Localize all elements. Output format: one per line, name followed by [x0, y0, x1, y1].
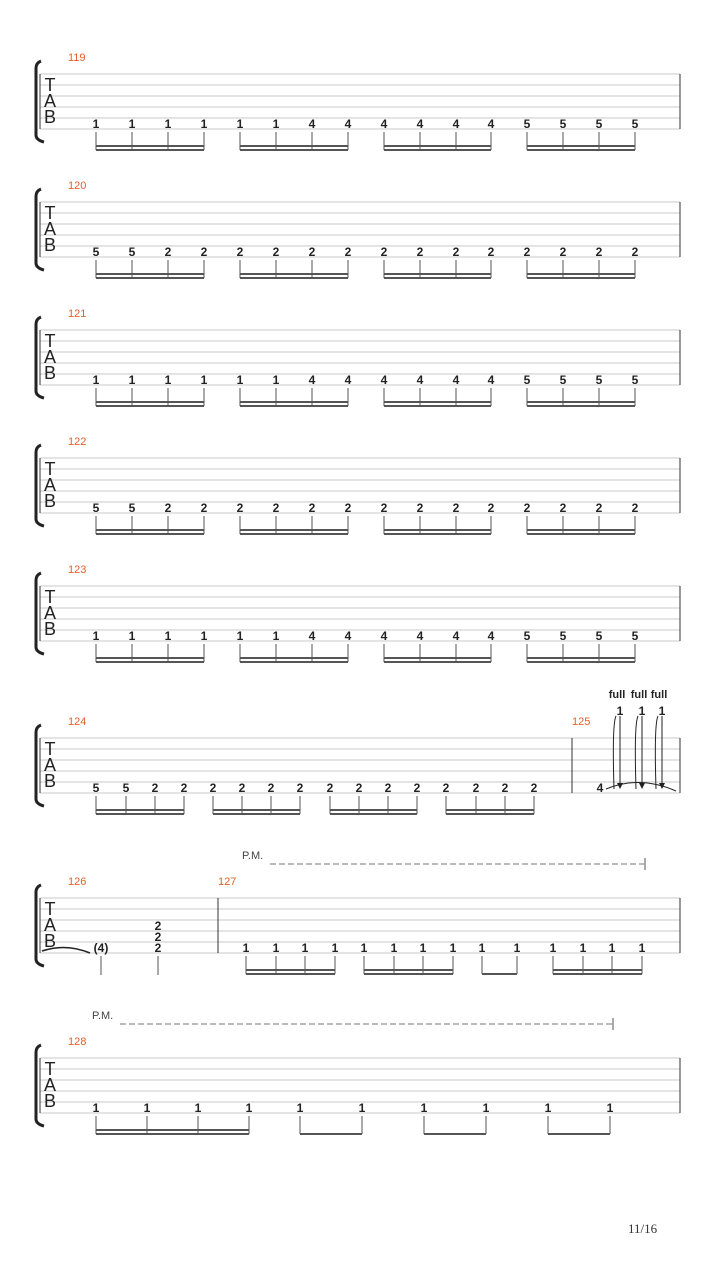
- fret-number: 2: [326, 781, 334, 795]
- fret-number: 5: [595, 373, 603, 387]
- tab-system: [36, 1010, 680, 1134]
- tab-clef-t: T: [44, 587, 56, 607]
- tab-clef-t: T: [44, 203, 56, 223]
- fret-number: 4: [452, 629, 460, 643]
- measure-number: 127: [218, 876, 237, 888]
- fret-number: 1: [296, 1101, 304, 1115]
- bend-label: full: [630, 689, 648, 701]
- fret-number: 2: [487, 501, 495, 515]
- fret-number: 1: [358, 1101, 366, 1115]
- fret-number: 2: [272, 245, 280, 259]
- fret-number: 1: [194, 1101, 202, 1115]
- measure-number: 124: [68, 716, 87, 728]
- tab-clef-a: A: [43, 347, 57, 367]
- fret-number: 1: [272, 117, 280, 131]
- fret-number: 2: [308, 245, 316, 259]
- fret-number: 2: [595, 245, 603, 259]
- tab-system: [36, 436, 680, 534]
- fret-number: 1: [272, 941, 280, 955]
- fret-number: 1: [92, 1101, 100, 1115]
- fret-number: 1: [164, 373, 172, 387]
- fret-number: 2: [523, 501, 531, 515]
- tab-clef-t: T: [44, 899, 56, 919]
- fret-number: 2: [523, 245, 531, 259]
- chord-fret: 2: [154, 941, 162, 955]
- fret-number: 2: [164, 501, 172, 515]
- measure-number: 126: [68, 876, 87, 888]
- fret-number: 2: [530, 781, 538, 795]
- tab-clef-b: B: [43, 363, 57, 383]
- fret-number: 1: [544, 1101, 552, 1115]
- fret-number: 5: [559, 373, 567, 387]
- tab-system: [36, 850, 680, 975]
- fret-number: 2: [501, 781, 509, 795]
- fret-number: 2: [355, 781, 363, 795]
- tab-clef-t: T: [44, 459, 56, 479]
- fret-number: 4: [344, 373, 352, 387]
- fret-number: 2: [236, 501, 244, 515]
- tab-clef-b: B: [43, 931, 57, 951]
- fret-number: 1: [449, 941, 457, 955]
- fret-number: 1: [579, 941, 587, 955]
- fret-number: 4: [452, 117, 460, 131]
- fret-number: 5: [559, 629, 567, 643]
- bend-fret: 1: [658, 704, 666, 718]
- fret-number: 1: [638, 941, 646, 955]
- fret-number: 2: [487, 245, 495, 259]
- bend-arrow: [613, 716, 616, 789]
- fret-number: 5: [122, 781, 130, 795]
- fret-number: 5: [523, 117, 531, 131]
- fret-number: 4: [416, 117, 424, 131]
- bend-fret: 1: [638, 704, 646, 718]
- fret-number: 2: [452, 501, 460, 515]
- fret-number: 5: [595, 117, 603, 131]
- fret-number: 5: [631, 373, 639, 387]
- fret-number: 2: [452, 245, 460, 259]
- fret-number: 5: [523, 373, 531, 387]
- fret-number: 2: [416, 245, 424, 259]
- bend-label: full: [650, 689, 668, 701]
- fret-number: 5: [92, 245, 100, 259]
- fret-number: 1: [128, 629, 136, 643]
- fret-number: 1: [478, 941, 486, 955]
- fret-number: 5: [559, 117, 567, 131]
- tab-clef-b: B: [43, 491, 57, 511]
- tab-clef-a: A: [43, 91, 57, 111]
- tab-clef-t: T: [44, 331, 56, 351]
- fret-number: 4: [416, 629, 424, 643]
- fret-number: 1: [200, 373, 208, 387]
- fret-number: 1: [549, 941, 557, 955]
- fret-number: 2: [559, 501, 567, 515]
- fret-number: 2: [380, 501, 388, 515]
- measure-number: 120: [68, 180, 87, 192]
- fret-number: 1: [513, 941, 521, 955]
- fret-number: 1: [92, 117, 100, 131]
- fret-number: 1: [236, 629, 244, 643]
- measure-number: 125: [572, 716, 591, 728]
- fret-number: 2: [164, 245, 172, 259]
- fret-number: 2: [236, 245, 244, 259]
- fret-number: 4: [308, 629, 316, 643]
- tab-clef-a: A: [43, 915, 57, 935]
- fret-number: 4: [487, 629, 495, 643]
- fret-number: 1: [301, 941, 309, 955]
- fret-number: 2: [344, 245, 352, 259]
- fret-number: 1: [128, 117, 136, 131]
- tab-clef-b: B: [43, 1091, 57, 1111]
- measure-number: 119: [68, 52, 86, 64]
- tab-clef-b: B: [43, 107, 57, 127]
- measure-number: 123: [68, 564, 87, 576]
- fret-number: 1: [200, 117, 208, 131]
- fret-number: 2: [380, 245, 388, 259]
- fret-number: 2: [416, 501, 424, 515]
- fret-number: 1: [128, 373, 136, 387]
- fret-number: 2: [308, 501, 316, 515]
- fret-number: 1: [236, 117, 244, 131]
- fret-number: 2: [267, 781, 275, 795]
- chord-fret: 2: [154, 919, 162, 933]
- bend-fret: 1: [616, 704, 624, 718]
- tab-clef-t: T: [44, 739, 56, 759]
- tab-clef-t: T: [44, 1059, 56, 1079]
- bend-arrow: [635, 716, 638, 789]
- fret-number: 1: [606, 1101, 614, 1115]
- tab-clef-a: A: [43, 603, 57, 623]
- fret-number: 1: [143, 1101, 151, 1115]
- fret-number: 5: [92, 501, 100, 515]
- fret-number: 2: [631, 501, 639, 515]
- fret-number: 4: [380, 629, 388, 643]
- fret-number: 1: [92, 629, 100, 643]
- fret-number: 2: [272, 501, 280, 515]
- fret-number: 5: [128, 245, 136, 259]
- fret-number: 2: [180, 781, 188, 795]
- fret-number: 2: [238, 781, 246, 795]
- fret-number: 1: [360, 941, 368, 955]
- fret-number: 5: [92, 781, 100, 795]
- fret-number: 4: [308, 373, 316, 387]
- fret-number: 2: [631, 245, 639, 259]
- fret-number: 1: [92, 373, 100, 387]
- fret-number: 4: [487, 373, 495, 387]
- fret-number: 5: [523, 629, 531, 643]
- fret-number: 2: [472, 781, 480, 795]
- fret-number: 4: [487, 117, 495, 131]
- fret-number: 2: [384, 781, 392, 795]
- fret-number: 1: [419, 941, 427, 955]
- fret-number: 2: [296, 781, 304, 795]
- fret-number: 2: [442, 781, 450, 795]
- fret-number: 4: [416, 373, 424, 387]
- bend-arrowhead: [639, 783, 645, 789]
- tab-system: [36, 52, 680, 150]
- fret-number: 1: [482, 1101, 490, 1115]
- palm-mute-label: P.M.: [242, 850, 264, 862]
- fret-number: 1: [272, 373, 280, 387]
- fret-number: 4: [452, 373, 460, 387]
- fret-number: 1: [390, 941, 398, 955]
- fret-number: 2: [200, 501, 208, 515]
- bend-arrow: [655, 716, 658, 789]
- chord-fret: 2: [154, 930, 162, 944]
- fret-number: 1: [200, 629, 208, 643]
- tab-clef-a: A: [43, 475, 57, 495]
- tab-clef-a: A: [43, 219, 57, 239]
- fret-number: 2: [209, 781, 217, 795]
- fret-number: 2: [200, 245, 208, 259]
- fret-number: 2: [151, 781, 159, 795]
- fret-number: 2: [413, 781, 421, 795]
- tab-system: [36, 689, 680, 814]
- tab-clef-a: A: [43, 755, 57, 775]
- fret-number: 1: [331, 941, 339, 955]
- fret-number: 5: [595, 629, 603, 643]
- fret-number: 2: [595, 501, 603, 515]
- tab-clef-b: B: [43, 619, 57, 639]
- palm-mute-label: P.M.: [92, 1010, 114, 1022]
- fret-number: 4: [380, 117, 388, 131]
- fret-number: (4): [93, 941, 109, 955]
- fret-number: 1: [242, 941, 250, 955]
- measure-number: 122: [68, 436, 87, 448]
- tab-clef-t: T: [44, 75, 56, 95]
- fret-number: 1: [608, 941, 616, 955]
- fret-number: 5: [631, 117, 639, 131]
- fret-number: 2: [559, 245, 567, 259]
- fret-number: 4: [308, 117, 316, 131]
- fret-number: 4: [380, 373, 388, 387]
- fret-number: 5: [631, 629, 639, 643]
- measure-number: 128: [68, 1036, 87, 1048]
- fret-number: 1: [164, 117, 172, 131]
- fret-number: 1: [272, 629, 280, 643]
- fret-number: 4: [344, 629, 352, 643]
- tab-system: [36, 180, 680, 278]
- fret-number: 5: [128, 501, 136, 515]
- fret-number: 1: [245, 1101, 253, 1115]
- tab-clef-a: A: [43, 1075, 57, 1095]
- tab-system: [36, 564, 680, 662]
- fret-number: 1: [236, 373, 244, 387]
- bend-label: full: [608, 689, 626, 701]
- page-number: 11/16: [628, 1221, 658, 1236]
- fret-number: 4: [344, 117, 352, 131]
- tab-clef-b: B: [43, 235, 57, 255]
- fret-number: 1: [164, 629, 172, 643]
- tab-clef-b: B: [43, 771, 57, 791]
- measure-number: 121: [68, 308, 87, 320]
- fret-number: 4: [596, 781, 604, 795]
- tab-system: [36, 308, 680, 406]
- fret-number: 1: [420, 1101, 428, 1115]
- fret-number: 2: [344, 501, 352, 515]
